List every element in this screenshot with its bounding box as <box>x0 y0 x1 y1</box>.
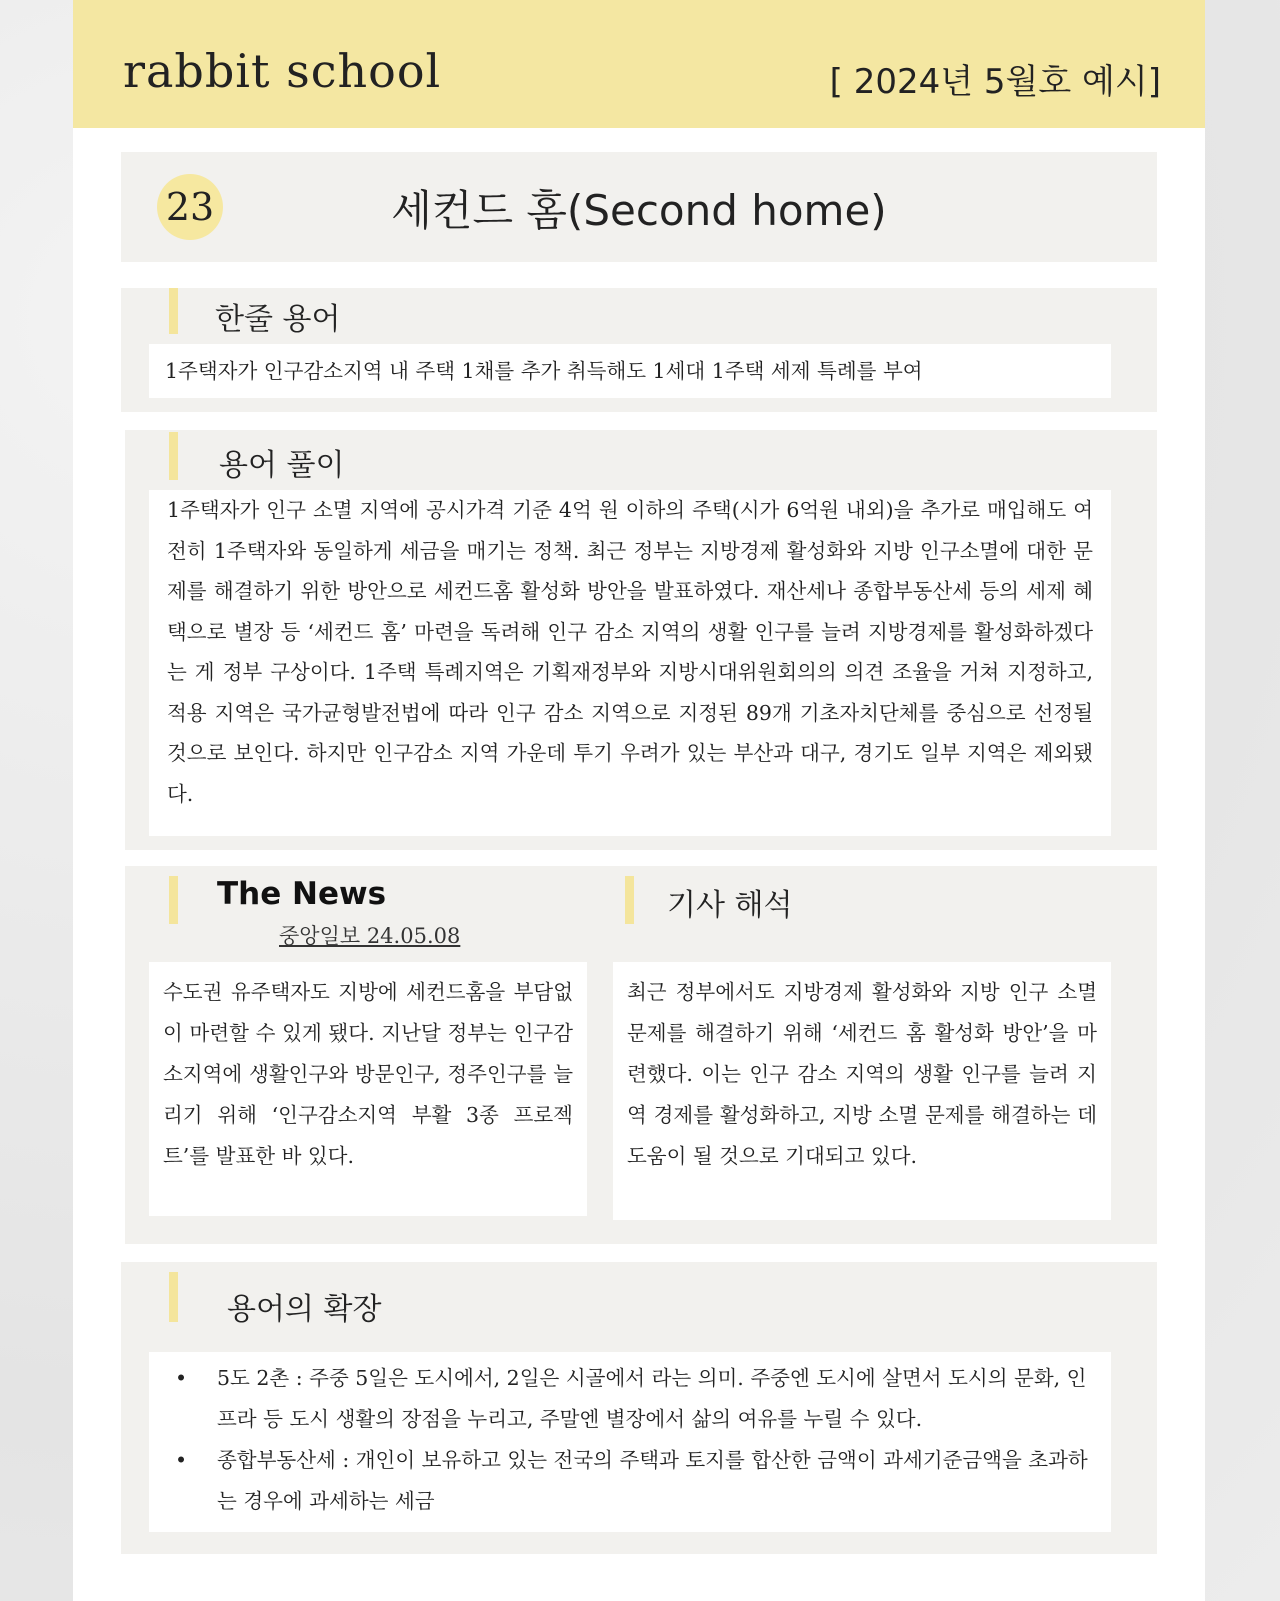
definition-text: 1주택자가 인구 소멸 지역에 공시가격 기준 4억 원 이하의 주택(시가 6억원 내외)을 추가로 매입해도 여전히 1주택자와 동일하게 세금을 매기는 정책. 최근 정부는 지방경제 활성화와 지방 인구소멸에 대한 문제를 해결하기 위한 방안으로 세컨드홈 활성화 방안을 발표하였다. 재산세나 종합부동산세 등의 세제 혜택으로 별장 등 ‘세컨드 홈’ 마련을 독려해 인구 감소 지역의 생활 인구를 늘려 지방경제를 활성화하겠다는 게 정부 구상이다. 1주택 특례지역은 기획재정부와 지방시대위원회의의 의견 조율을 거쳐 지정하고, 적용 지역은 국가균형발전법에 따라 인구 감소 지역으로 지정된 89개 기초자치단체를 중심으로 선정될 것으로 보인다. 하지만 인구감소 지역 가운데 투기 우려가 있는 부산과 대구, 경기도 일부 지역은 제외됐다. <box>149 490 1111 836</box>
news-source-link[interactable]: 중앙일보 24.05.08 <box>279 924 461 948</box>
bullet-icon: • <box>175 1448 188 1472</box>
page-title: 세컨드 홈(Second home) <box>391 186 887 235</box>
section-heading: 용어의 확장 <box>227 1292 382 1327</box>
section-accent-bar <box>169 432 178 480</box>
extension-list <box>161 1358 1097 1522</box>
section-heading: 한줄 용어 <box>215 302 341 337</box>
analysis-text: 최근 정부에서도 지방경제 활성화와 지방 인구 소멸 문제를 해결하기 위해 ‘세컨드 홈 활성화 방안’을 마련했다. 이는 인구 감소 지역의 생활 인구를 늘려 지역 경제를 활성화하고, 지방 소멸 문제를 해결하는 데 도움이 될 것으로 기대되고 있다. <box>613 962 1111 1220</box>
section-heading: 용어 풀이 <box>219 448 345 483</box>
section-accent-bar <box>169 876 178 924</box>
section-heading: 기사 해석 <box>667 888 793 923</box>
definition-section <box>125 430 1157 850</box>
one-line-text: 1주택자가 인구감소지역 내 주택 1채를 추가 취득해도 1세대 1주택 세제 특례를 부여 <box>149 344 1111 398</box>
one-line-section <box>121 288 1157 412</box>
news-heading: The News <box>217 876 387 912</box>
list-item: • 종합부동산세 : 개인이 보유하고 있는 전국의 주택과 토지를 합산한 금액이 과세기준금액을 초과하는 경우에 과세하는 세금 <box>161 1440 1097 1522</box>
news-text: 수도권 유주택자도 지방에 세컨드홈을 부담없이 마련할 수 있게 됐다. 지난달 정부는 인구감소지역에 생활인구와 방문인구, 정주인구를 늘리기 위해 ‘인구감소지역 부활 3종 프로젝트’를 발표한 바 있다. <box>149 962 587 1216</box>
extension-list-box <box>149 1352 1111 1532</box>
news-section <box>125 866 1157 1244</box>
bullet-icon: • <box>175 1366 188 1390</box>
section-accent-bar <box>169 1272 178 1322</box>
section-accent-bar <box>625 876 634 924</box>
header-band <box>73 0 1205 128</box>
document-page <box>73 0 1205 1601</box>
term-number-badge: 23 <box>157 174 223 240</box>
title-panel <box>121 152 1157 262</box>
section-accent-bar <box>169 288 178 334</box>
extension-section <box>121 1262 1157 1554</box>
issue-label: [ 2024년 5월호 예시] <box>829 62 1161 102</box>
list-item: • 5도 2촌 : 주중 5일은 도시에서, 2일은 시골에서 라는 의미. 주중엔 도시에 살면서 도시의 문화, 인프라 등 도시 생활의 장점을 누리고, 주말엔 별장에서 삶의 여유를 누릴 수 있다. <box>161 1358 1097 1440</box>
brand-logo: rabbit school <box>123 44 442 98</box>
